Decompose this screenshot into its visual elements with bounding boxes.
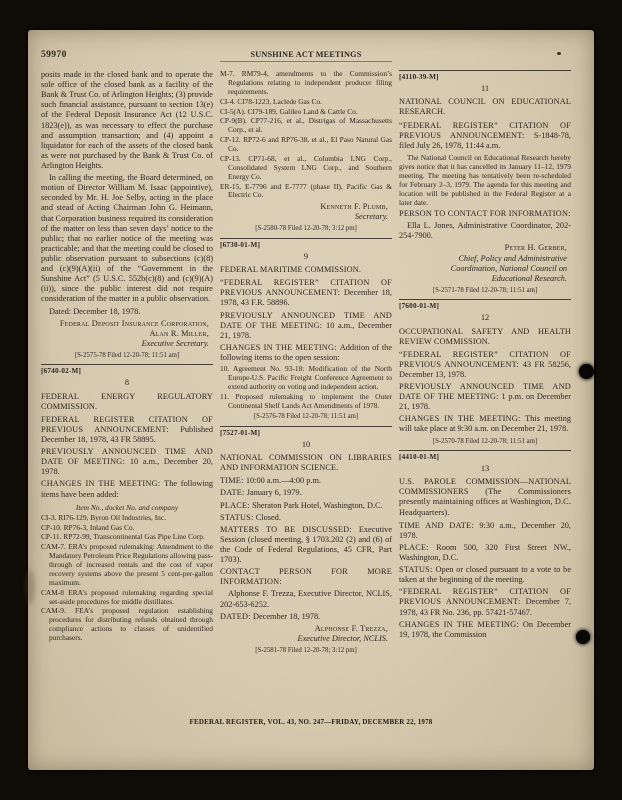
docket-item: CAM-8 ERA’s proposed rulemaking regarding special set-aside procedures for middle distillates.	[41, 587, 213, 606]
field-value: January 6, 1979.	[246, 488, 302, 498]
filing-stamp: [S-2570-78 Filed 12-20-78; 11:51 am]	[432, 437, 538, 445]
field-value: On December 19, 1978, the Commission	[399, 619, 571, 639]
billing-code: [7600-01-M]	[399, 302, 440, 311]
docket-item: CP-11. RP72-99, Transcontinental Gas Pipe Line Corp.	[41, 532, 205, 542]
field-value: 10 a.m., December 20, 1978.	[41, 457, 213, 477]
entry-number: 8	[124, 378, 130, 388]
citation-paragraph	[41, 415, 213, 445]
field-label: PLACE:	[220, 500, 250, 510]
column-middle	[220, 70, 392, 712]
field-label: PLACE:	[399, 542, 429, 552]
docket-list-continued	[220, 70, 392, 200]
field-label: “FEDERAL REGISTER” CITATION OF PREVIOUS ANNOUNCEMENT:	[399, 349, 571, 369]
docket-item: ER-15, E-7796 and E-7777 (phase II), Pacific Gas & Electric Co.	[220, 181, 392, 200]
entry-divider	[41, 364, 213, 376]
person-contact-label	[399, 209, 571, 219]
page-footer: FEDERAL REGISTER, VOL. 43, NO. 247—FRIDAY, DECEMBER 22, 1978	[189, 718, 433, 726]
field-value: Published December 18, 1978, 43 FR 58895.	[41, 424, 213, 445]
person-contact-paragraph: Ella L. Jones, Administrative Coordinator, 202-254-7900.	[399, 221, 571, 241]
session-item: 10. Agreement No. 93-18: Modification of the North Europe-U.S. Pacific Freight Conference Agreement to extend authority on voting and independent action.	[220, 364, 392, 391]
field-value: Sheraton Park Hotel, Washington, D.C.	[252, 500, 383, 510]
field-value: December 7, 1978, 43 FR No. 236, pp. 57421-57467.	[399, 597, 571, 617]
agency-name: FEDERAL MARITIME COMMISSION.	[220, 265, 362, 275]
entry-number: 9	[303, 251, 309, 261]
filing-stamp: [S-2575-78 Filed 12-20-78; 11:51 am]	[74, 351, 180, 359]
field-label: TIME:	[220, 476, 244, 486]
docket-item: CAM-9. FEA’s proposed regulation establishing procedures for distributing refunds obtained through compliance actions to classes of unidentified purchasers.	[41, 606, 213, 643]
field-value: S-1848-78, filed July 26, 1978, 11:44 a.m.	[399, 130, 571, 150]
field-label: PREVIOUSLY ANNOUNCED TIME AND DATE OF THE MEETING:	[220, 310, 392, 330]
contact-label-paragraph	[220, 567, 392, 587]
field-value: 1 p.m. on December 21, 1978.	[399, 392, 572, 412]
field-value: Room 500, 320 First Street NW., Washington, D.C.	[399, 542, 572, 562]
billing-code: [7527-01-M]	[220, 428, 261, 437]
field-label: CHANGES IN THE MEETING:	[220, 342, 337, 352]
agency-name: OCCUPATIONAL SAFETY AND HEALTH REVIEW COMMISSION.	[399, 326, 571, 346]
filing-stamp: [S-2576-78 Filed 12-20-78; 11:51 am]	[253, 413, 359, 421]
signature-title: Secretary.	[354, 212, 388, 222]
time-paragraph	[220, 476, 392, 486]
field-label: PREVIOUSLY ANNOUNCED TIME AND DATE OF THE MEETING:	[399, 382, 571, 402]
signature-org: Federal Deposit Insurance Corporation,	[59, 318, 209, 328]
signature-block	[220, 624, 388, 644]
signature-block	[41, 319, 209, 349]
entry-divider	[399, 450, 571, 462]
place-paragraph	[399, 543, 571, 563]
docket-item: M-7. RM79-4, amendments to the Commission’s Regulations relating to independent producer filing requirements.	[220, 70, 392, 96]
field-value: 9:30 a.m., December 20, 1978.	[399, 520, 572, 540]
filing-stamp: [S-2571-78 Filed 12-20-78; 11:51 am]	[432, 286, 538, 294]
field-value: December 18, 1978, 43 F.R. 58896.	[220, 288, 392, 308]
page-header-title: SUNSHINE ACT MEETINGS	[220, 50, 392, 62]
billing-code: [4110-39-M]	[399, 73, 439, 81]
field-label: CHANGES IN THE MEETING:	[399, 619, 519, 629]
entry-number: 12	[480, 313, 490, 323]
field-value: Executive Session (closed meeting, § 1703.202 (2) and (6) of the Code of Federal Regulations, 45 CFR, Part 1703).	[220, 524, 392, 565]
field-value: 43 FR 58256, December 13, 1978.	[399, 359, 571, 379]
field-value: 10 a.m., December 21, 1978.	[220, 320, 392, 340]
agency-name: NATIONAL COMMISSION ON LIBRARIES AND INFORMATION SCIENCE.	[220, 453, 392, 473]
agency-name: NATIONAL COUNCIL ON EDUCATIONAL RESEARCH.	[399, 97, 571, 117]
signature-block	[399, 243, 567, 283]
docket-item: CI-4. CI78-1223, Laclede Gas Co.	[220, 96, 323, 106]
hole-punch-icon	[579, 364, 594, 379]
billing-code: [4410-01-M]	[399, 452, 440, 461]
agency-name: FEDERAL ENERGY REGULATORY COMMISSION.	[41, 391, 213, 411]
docket-item: CP-13. CP71-68, et al., Columbia LNG Corp., Consolidated System LNG Corp., and Southern Energy Co.	[220, 153, 392, 181]
text-columns	[41, 70, 581, 712]
changes-paragraph	[220, 343, 392, 363]
docket-list	[41, 514, 213, 643]
status-paragraph	[399, 565, 571, 585]
field-value: Open or closed pursuant to a vote to be taken at the beginning of the meeting.	[399, 565, 572, 585]
field-label: TIME AND DATE:	[399, 520, 474, 530]
signature-name: Alan R. Miller,	[149, 328, 209, 338]
entry-number: 11	[480, 84, 490, 94]
citation-paragraph	[399, 587, 571, 617]
entry-divider	[399, 299, 571, 311]
billing-code: [6740-02-M]	[41, 367, 82, 376]
signature-title: Chief, Policy and Administrative Coordination, National Council on Educational Research.	[450, 253, 567, 283]
paper-stain	[25, 570, 35, 604]
docket-item: CP-12. RP72-6 and RP76-38, et al., El Paso Natural Gas Co.	[220, 135, 392, 153]
field-value: 10:00 a.m.—4:00 p.m.	[245, 476, 322, 486]
field-label: PERSON TO CONTACT FOR INFORMATION:	[399, 209, 571, 219]
column-left	[41, 70, 213, 712]
field-label: CHANGES IN THE MEETING:	[41, 479, 161, 489]
scan-speck	[557, 52, 561, 55]
field-label: FEDERAL REGISTER CITATION OF PREVIOUS ANNOUNCEMENT:	[41, 414, 213, 434]
entry-divider	[399, 70, 571, 82]
date-paragraph	[220, 488, 392, 498]
contact-person-paragraph: Alphonse F. Trezza, Executive Director, NCLIS, 202-653-6252.	[220, 589, 392, 609]
docket-item: CI-5(A). CI79-189, Galileo Land & Cattle Co.	[220, 106, 358, 116]
previous-meeting-paragraph	[220, 311, 392, 341]
entry-number: 10	[301, 439, 311, 449]
session-items-list	[220, 365, 392, 410]
status-paragraph	[220, 513, 392, 523]
page-number: 59970	[41, 50, 67, 60]
page-header	[41, 50, 581, 62]
session-item: 11. Proposed rulemaking to implement the Outer Continental Shelf Lands Act Amendments of 1978.	[220, 391, 392, 410]
citation-paragraph	[220, 278, 392, 308]
field-value: This meeting will take place at 9:30 a.m. on December 21, 1978.	[399, 414, 572, 434]
paragraph-continuation: posits made in the closed bank and to operate the sole office of the closed bank as a facility of the Bank & Trust Co. of Arlington Heights; (3) provide such financial assistance, pursuant to section 13(e) of the Federal Deposit Insurance Act (12 U.S.C. 1823(e)), as was necessary to effect the purchase and assumption transaction; and (4) appoint a liquidator for each of the assets of the closed bank as were not purchased by the Bank & Trust Co. of Arlington Heights.	[41, 70, 213, 170]
entry-divider	[220, 426, 392, 438]
field-value: The following items have been added:	[41, 479, 213, 499]
docket-item: CI-3. RI76-129, Byron Oil Industries, Inc.	[41, 512, 167, 522]
field-label: “FEDERAL REGISTER” CITATION OF PREVIOUS ANNOUNCEMENT:	[220, 278, 392, 298]
time-date-paragraph	[399, 521, 571, 541]
paragraph-meeting-determination: In calling the meeting, the Board determined, on motion of Director William M. Isaac (appointive), seconded by Mr. H. Joe Selby, acting in the place and stead of Acting Chairman John G. Heimann, that Corporation business required its consideration of the matter on less than seven days’ notice to the public; that no earlier notice of the meeting was practicable; and that the meeting could be closed to public observation pursuant to subsections (c)(8) and (c)(9)(A)(ii) of the “Government in the Sunshine Act” (5 U.S.C. 552b(c)(8) and (c)(9)(A)(ii)), since the public interest did not require consideration of the matter in a public observation.	[41, 173, 213, 304]
signature-title: Executive Director, NCLIS.	[297, 633, 388, 643]
place-paragraph	[220, 501, 392, 511]
signature-name: Peter H. Gerber,	[504, 243, 567, 253]
entry-divider	[220, 238, 392, 250]
docket-item: CAM-7. ERA’s proposed rulemaking: Amendment to the Mandatory Petroleum Price Regulations allowing pass-through of increased rentals and the cost of vapor recovery systems above the present 5 cent-per-gallon maximum.	[41, 542, 213, 587]
filing-stamp: [S-2581-78 Filed 12-20-78; 3:12 pm]	[255, 646, 357, 654]
field-value: Addition of the following items to the open session:	[220, 342, 393, 362]
field-value: December 18, 1978.	[252, 611, 321, 621]
signature-block	[220, 202, 388, 222]
field-label: CHANGES IN THE MEETING:	[399, 414, 521, 424]
document-page	[28, 30, 594, 770]
docket-item: CP-9(B). CP77-216, et al., Distrigas of Massachusetts Corp., et al.	[220, 116, 392, 135]
billing-code: [6730-01-M]	[220, 240, 261, 249]
field-label: “FEDERAL REGISTER” CITATION OF PREVIOUS ANNOUNCEMENT:	[399, 587, 571, 607]
previous-meeting-paragraph	[399, 382, 571, 412]
field-label: MATTERS TO BE DISCUSSED:	[220, 524, 352, 534]
field-label: STATUS:	[220, 512, 254, 522]
field-value: Closed.	[255, 512, 281, 522]
column-right	[399, 70, 571, 712]
field-label: DATE:	[220, 488, 245, 498]
page-content	[41, 50, 581, 744]
field-label: PREVIOUSLY ANNOUNCED TIME AND DATE OF MEETING:	[41, 447, 213, 467]
field-label: STATUS:	[399, 565, 433, 575]
matters-paragraph	[220, 525, 392, 565]
changes-paragraph	[41, 479, 213, 499]
hole-punch-icon	[576, 630, 590, 644]
changes-paragraph	[399, 620, 571, 640]
field-label: CONTACT PERSON FOR MORE INFORMATION:	[220, 567, 392, 587]
dated-line: Dated: December 18, 1978.	[49, 306, 141, 316]
cancellation-notice-paragraph: The National Council on Educational Research hereby gives notice that it has cancelled its January 11–12, 1979 meeting. The meeting has tentatively been re-scheduled for February 2–3, 1979. The agenda for this meeting and location will be published in the Federal Register at a later date.	[399, 152, 571, 208]
field-label: “FEDERAL REGISTER” CITATION OF PREVIOUS ANNOUNCEMENT:	[399, 120, 571, 140]
field-label: DATED:	[220, 611, 251, 621]
docket-list-heading: Item No., docket No. and company	[75, 502, 179, 512]
entry-number: 13	[480, 463, 490, 473]
changes-paragraph	[399, 414, 571, 434]
docket-item: CP-10. RP76-3, Inland Gas Co.	[41, 522, 135, 532]
citation-paragraph	[399, 350, 571, 380]
agency-name: U.S. PAROLE COMMISSION—NATIONAL COMMISSIONERS (The Commissioners presently maintaining offices at Washington, D.C. Headquarters).	[399, 477, 571, 517]
dated-paragraph	[220, 612, 392, 622]
signature-name: Alphonse F. Trezza,	[314, 623, 388, 633]
signature-name: Kenneth F. Plumb,	[320, 202, 388, 212]
filing-stamp: [S-2580-78 Filed 12-20-78; 3:12 pm]	[255, 225, 357, 233]
citation-paragraph	[399, 121, 571, 151]
previous-meeting-paragraph	[41, 447, 213, 477]
signature-title: Executive Secretary.	[141, 338, 209, 348]
